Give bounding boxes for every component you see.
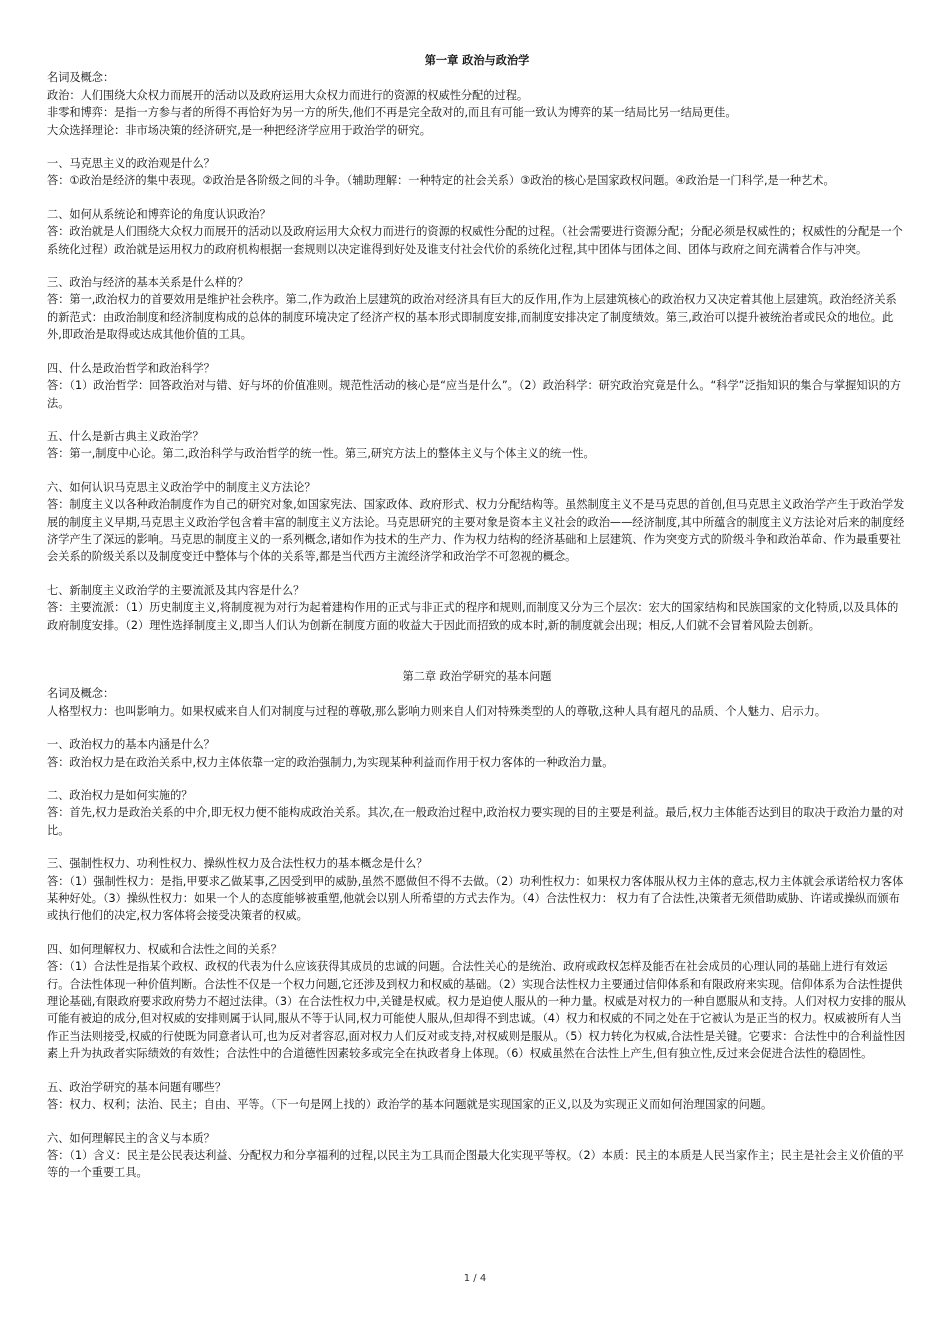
question-heading: 五、政治学研究的基本问题有哪些？ — [47, 1080, 227, 1094]
answer-paragraph: 答：权力、权利；法治、民主；自由、平等。（下一句是网上找的）政治学的基本问题就是实现国家的正义,以及为实现正义而如何治理国家的问题。 — [47, 1098, 773, 1112]
question-heading: 六、如何认识马克思主义政治学中的制度主义方法论？ — [47, 480, 316, 494]
chapter2-title: 第二章 政治学研究的基本问题 — [402, 669, 552, 683]
question-heading: 三、政治与经济的基本关系是什么样的？ — [47, 276, 249, 290]
question-heading: 四、什么是政治哲学和政治科学？ — [47, 361, 215, 375]
answer-paragraph: 答：制度主义以各种政治制度作为自己的研究对象,如国家宪法、国家政体、政府形式、权力分配结构等。虽然制度主义不是马克思的首创,但马克思主义政治学产生于政治学发展的制度主义早期,马克思主义政治学包含着丰富的制度主义方法论。马克思研究的主要对象是资本主义社会的政治——经济制度,其中所蕴含的制度主义方法论对后来的制度经济学产生了深远的影响。马克思的制度主义的一系列概念,诸如作为技术的生产力、作为权力结构的经济基础和上层建筑、作为突变方式的阶级斗争和政治革命、作为最重要社会关系的阶级关系以及制度变迁中整体与个体的关系等,都是当代西方主流经济学和政治学不可忽视的概念。 — [47, 498, 905, 564]
answer-paragraph: 答：（1）政治哲学：回答政治对与错、好与坏的价值准则。规范性活动的核心是“应当是什么”。（2）政治科学：研究政治究竟是什么。“科学”泛指知识的集合与掌握知识的方法。 — [47, 379, 902, 410]
term-definition: 政治：人们围绕大众权力而展开的活动以及政府运用大众权力而进行的资源的权威性分配的过程。 — [47, 88, 529, 102]
question-heading: 二、如何从系统论和博弈论的角度认识政治？ — [47, 207, 271, 221]
answer-paragraph: 答：（1）强制性权力：是指,甲要求乙做某事,乙因受到甲的威胁,虽然不愿做但不得不去做。（2）功利性权力：如果权力客体服从权力主体的意志,权力主体就会承诺给权力客体某种好处。（3）操纵性权力：如果一个人的态度能够被重塑,他就会以别人所希望的方式去作为。（4）合法性权力： 权力有了合法性,决策者无须借助威胁、许诺或操纵而颁布或执行他们的决定,权力客体将会接受决策者的权威。 — [47, 874, 904, 923]
page-number: 1 / 4 — [463, 1273, 487, 1284]
answer-paragraph: 答：政治就是人们围绕大众权力而展开的活动以及政府运用大众权力而进行的资源的权威性分配的过程。（社会需要进行资源分配；分配必须是权威性的；权威性的分配是一个系统化过程）政治就是运用权力的政府机构根据一套规则以决定谁得到好处及谁支付社会代价的系统化过程,其中团体与团体之间、团体与政府之间充满着合作与冲突。 — [47, 225, 903, 256]
question-heading: 六、如何理解民主的含义与本质？ — [47, 1131, 215, 1145]
answer-paragraph: 答：首先,权力是政治关系的中介,即无权力便不能构成政治关系。其次,在一般政治过程中,政治权力要实现的目的主要是利益。最后,权力主体能否达到目的取决于政治力量的对比。 — [47, 806, 904, 837]
terms-heading: 名词及概念： — [47, 71, 115, 85]
terms-heading: 名词及概念： — [47, 687, 115, 701]
term-definition: 人格型权力：也叫影响力。如果权威来自人们对制度与过程的尊敬,那么影响力则来自人们对特殊类型的人的尊敬,这种人具有超凡的品质、个人魅力、启示力。 — [47, 704, 827, 718]
answer-paragraph: 答：政治权力是在政治关系中,权力主体依靠一定的政治强制力,为实现某种利益而作用于权力客体的一种政治力量。 — [47, 755, 614, 769]
answer-paragraph: 答：（1）合法性是指某个政权、政权的代表为什么应该获得其成员的忠诚的问题。合法性关心的是统治、政府或政权怎样及能否在社会成员的心理认同的基础上进行有效运行。合法性体现一种价值判断。合法性不仅是一个权力问题,它还涉及到权力和权威的基础。（2）实现合法性权力主要通过信仰体系和有限政府来实现。信仰体系为合法性提供理论基础,有限政府要求政府势力不超过法律。（3）在合法性权力中,关键是权威。权力是迫使人服从的一种力量。权威是对权力的一种自愿服从和支持。人们对权力安排的服从可能有被迫的成分,但对权威的安排则属于认同,服从不等于认同,权力可能使人服从,但却得不到忠诚。（4）权力和权威的不同之处在于它被认为是正当的权力。权威被所有人当作正当法则接受,权威的行使既为同意者认可,也为反对者容忍,面对权力人们反对或支持,对权威则是服从。（5）权力转化为权威,合法性是关键。它要求：合法性中的合利益性因素上升为执政者实际绩效的有效性；合法性中的合道德性因素较多或完全在执政者身上体现。（6）权威虽然在合法性上产生,但有独立性,反过来会促进合法性的稳固性。 — [47, 960, 906, 1061]
chapter1-title: 第一章 政治与政治学 — [424, 54, 530, 67]
question-heading: 一、政治权力的基本内涵是什么？ — [47, 738, 215, 752]
question-heading: 四、如何理解权力、权威和合法性之间的关系？ — [47, 942, 282, 956]
answer-paragraph: 答：第一,政治权力的首要效用是维护社会秩序。第二,作为政治上层建筑的政治对经济具有巨大的反作用,作为上层建筑核心的政治权力又决定着其他上层建筑。政治经济关系的新范式：由政治制度和经济制度构成的总体的制度环境决定了经济产权的基本形式即制度安排,而制度安排决定了制度绩效。第三,政治可以提升被统治者或民众的地位。此外,即政治是取得或达成其他价值的工具。 — [47, 293, 897, 342]
question-heading: 七、新制度主义政治学的主要流派及其内容是什么？ — [47, 583, 305, 597]
term-definition: 非零和博弈：是指一方参与者的所得不再恰好为另一方的所失,他们不再是完全敌对的,而且有可能一致认为博弈的某一结局比另一结局更佳。 — [47, 106, 737, 120]
answer-paragraph: 答：第一,制度中心论。第二,政治科学与政治哲学的统一性。第三,研究方法上的整体主义与个体主义的统一性。 — [47, 447, 595, 461]
answer-paragraph: 答：主要流派：（1）历史制度主义,将制度视为对行为起着建构作用的正式与非正式的程序和规则,而制度又分为三个层次：宏大的国家结构和民族国家的文化特质,以及具体的政府制度安排。（2）理性选择制度主义,即当人们认为创新在制度方面的收益大于因此而招致的成本时,新的制度就会出现；相反,人们就不会冒着风险去创新。 — [47, 601, 899, 632]
answer-paragraph: 答：①政治是经济的集中表现。②政治是各阶级之间的斗争。（辅助理解：一种特定的社会关系）③政治的核心是国家政权问题。④政治是一门科学,是一种艺术。 — [47, 174, 835, 188]
answer-paragraph: 答：（1）含义：民主是公民表达利益、分配权力和分享福利的过程,以民主为工具而企图最大化实现平等权。（2）本质：民主的本质是人民当家作主；民主是社会主义价值的平等的一个重要工具。 — [47, 1148, 904, 1180]
question-heading: 五、什么是新古典主义政治学？ — [47, 429, 204, 443]
question-heading: 二、政治权力是如何实施的？ — [47, 789, 193, 802]
question-heading: 一、马克思主义的政治观是什么？ — [47, 157, 215, 171]
term-definition: 大众选择理论：非市场决策的经济研究,是一种把经济学应用于政治学的研究。 — [47, 123, 431, 137]
document-page — [47, 52, 907, 1182]
question-heading: 三、强制性权力、功利性权力、操纵性权力及合法性权力的基本概念是什么？ — [47, 857, 428, 871]
